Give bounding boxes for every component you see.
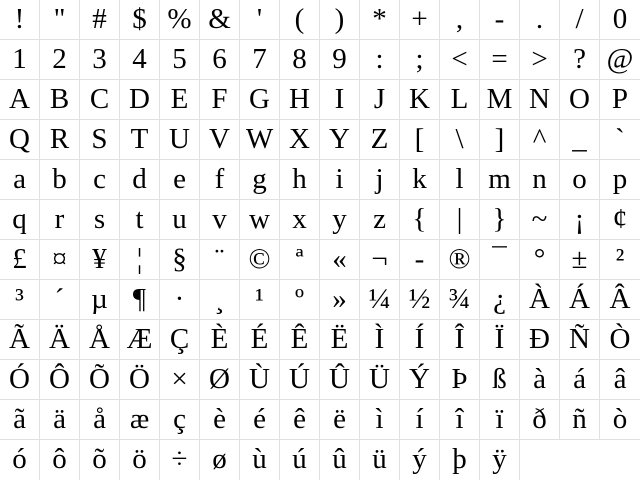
char-cell[interactable]: ð xyxy=(520,400,560,440)
char-cell[interactable]: e xyxy=(160,160,200,200)
char-cell[interactable]: ò xyxy=(600,400,640,440)
char-cell[interactable]: z xyxy=(360,200,400,240)
char-cell[interactable]: È xyxy=(200,320,240,360)
char-cell[interactable]: » xyxy=(320,280,360,320)
char-cell[interactable]: ] xyxy=(480,120,520,160)
char-cell[interactable]: ¹ xyxy=(240,280,280,320)
char-cell[interactable]: ³ xyxy=(0,280,40,320)
char-cell[interactable]: ¾ xyxy=(440,280,480,320)
char-cell[interactable]: ° xyxy=(520,240,560,280)
char-cell[interactable]: q xyxy=(0,200,40,240)
char-cell[interactable]: · xyxy=(160,280,200,320)
char-cell[interactable]: ¨ xyxy=(200,240,240,280)
char-cell[interactable]: H xyxy=(280,80,320,120)
char-cell[interactable]: O xyxy=(560,80,600,120)
char-cell[interactable]: Ñ xyxy=(560,320,600,360)
char-cell[interactable]: D xyxy=(120,80,160,120)
char-cell[interactable]: Ô xyxy=(40,360,80,400)
char-cell[interactable]: ² xyxy=(600,240,640,280)
char-cell[interactable]: Ý xyxy=(400,360,440,400)
char-cell[interactable]: I xyxy=(320,80,360,120)
char-cell[interactable]: Ø xyxy=(200,360,240,400)
char-cell[interactable]: º xyxy=(280,280,320,320)
char-cell[interactable]: A xyxy=(0,80,40,120)
char-cell[interactable]: ¢ xyxy=(600,200,640,240)
char-cell[interactable]: $ xyxy=(120,0,160,40)
char-cell[interactable]: 9 xyxy=(320,40,360,80)
char-cell[interactable]: g xyxy=(240,160,280,200)
char-cell[interactable]: @ xyxy=(600,40,640,80)
char-cell[interactable]: 0 xyxy=(600,0,640,40)
char-cell[interactable]: ' xyxy=(240,0,280,40)
char-cell[interactable]: Ê xyxy=(280,320,320,360)
char-cell[interactable]: ¦ xyxy=(120,240,160,280)
char-cell[interactable]: ó xyxy=(0,440,40,480)
char-cell[interactable]: { xyxy=(400,200,440,240)
char-cell[interactable]: ; xyxy=(400,40,440,80)
char-cell[interactable]: - xyxy=(480,0,520,40)
char-cell[interactable]: ü xyxy=(360,440,400,480)
char-cell[interactable]: ä xyxy=(40,400,80,440)
char-cell[interactable]: ÿ xyxy=(480,440,520,480)
char-cell[interactable]: ª xyxy=(280,240,320,280)
char-cell[interactable]: Q xyxy=(0,120,40,160)
char-cell[interactable]: ¯ xyxy=(480,240,520,280)
char-cell[interactable]: U xyxy=(160,120,200,160)
char-cell[interactable]: û xyxy=(320,440,360,480)
char-cell[interactable]: 1 xyxy=(0,40,40,80)
char-cell[interactable]: ( xyxy=(280,0,320,40)
char-cell[interactable]: Ú xyxy=(280,360,320,400)
char-cell[interactable]: É xyxy=(240,320,280,360)
char-cell[interactable]: â xyxy=(600,360,640,400)
char-cell[interactable]: " xyxy=(40,0,80,40)
char-cell[interactable]: ï xyxy=(480,400,520,440)
char-cell[interactable]: Ù xyxy=(240,360,280,400)
empty-cell xyxy=(560,440,600,480)
char-cell[interactable]: c xyxy=(80,160,120,200)
char-cell[interactable]: 3 xyxy=(80,40,120,80)
char-cell[interactable]: Õ xyxy=(80,360,120,400)
char-cell[interactable]: } xyxy=(480,200,520,240)
char-cell[interactable]: ¤ xyxy=(40,240,80,280)
char-cell[interactable]: ÷ xyxy=(160,440,200,480)
char-cell[interactable]: T xyxy=(120,120,160,160)
char-cell[interactable]: ù xyxy=(240,440,280,480)
char-cell[interactable]: r xyxy=(40,200,80,240)
char-cell[interactable]: | xyxy=(440,200,480,240)
char-cell[interactable]: £ xyxy=(0,240,40,280)
char-cell[interactable]: S xyxy=(80,120,120,160)
char-cell[interactable]: F xyxy=(200,80,240,120)
char-cell[interactable]: L xyxy=(440,80,480,120)
char-cell[interactable]: v xyxy=(200,200,240,240)
char-cell[interactable]: G xyxy=(240,80,280,120)
char-cell[interactable]: Á xyxy=(560,280,600,320)
char-cell[interactable]: R xyxy=(40,120,80,160)
char-cell[interactable]: 6 xyxy=(200,40,240,80)
char-cell[interactable]: ` xyxy=(600,120,640,160)
char-cell[interactable]: j xyxy=(360,160,400,200)
char-cell[interactable]: « xyxy=(320,240,360,280)
char-cell[interactable]: ý xyxy=(400,440,440,480)
char-cell[interactable]: [ xyxy=(400,120,440,160)
char-cell[interactable]: B xyxy=(40,80,80,120)
char-cell[interactable]: l xyxy=(440,160,480,200)
char-cell[interactable]: % xyxy=(160,0,200,40)
char-cell[interactable]: d xyxy=(120,160,160,200)
char-cell[interactable]: ½ xyxy=(400,280,440,320)
char-cell[interactable]: y xyxy=(320,200,360,240)
char-cell[interactable]: n xyxy=(520,160,560,200)
char-cell[interactable]: í xyxy=(400,400,440,440)
char-cell[interactable]: ^ xyxy=(520,120,560,160)
char-cell[interactable]: 2 xyxy=(40,40,80,80)
char-cell[interactable]: Ë xyxy=(320,320,360,360)
char-cell[interactable]: å xyxy=(80,400,120,440)
char-cell[interactable]: - xyxy=(400,240,440,280)
char-cell[interactable]: ë xyxy=(320,400,360,440)
char-cell[interactable]: Þ xyxy=(440,360,480,400)
char-cell[interactable]: \ xyxy=(440,120,480,160)
char-cell[interactable]: Z xyxy=(360,120,400,160)
char-cell[interactable]: u xyxy=(160,200,200,240)
char-cell[interactable]: ? xyxy=(560,40,600,80)
char-cell[interactable]: + xyxy=(400,0,440,40)
char-cell[interactable]: V xyxy=(200,120,240,160)
char-cell[interactable]: Â xyxy=(600,280,640,320)
char-cell[interactable]: i xyxy=(320,160,360,200)
char-cell[interactable]: Ã xyxy=(0,320,40,360)
char-cell[interactable]: k xyxy=(400,160,440,200)
char-cell[interactable]: ö xyxy=(120,440,160,480)
char-cell[interactable]: Ï xyxy=(480,320,520,360)
char-cell[interactable]: ç xyxy=(160,400,200,440)
char-cell[interactable]: ì xyxy=(360,400,400,440)
char-cell[interactable]: ~ xyxy=(520,200,560,240)
char-cell[interactable]: Ä xyxy=(40,320,80,360)
char-cell[interactable]: W xyxy=(240,120,280,160)
char-cell[interactable]: ¡ xyxy=(560,200,600,240)
char-cell[interactable]: ® xyxy=(440,240,480,280)
char-cell[interactable]: < xyxy=(440,40,480,80)
char-cell[interactable]: 4 xyxy=(120,40,160,80)
char-cell[interactable]: M xyxy=(480,80,520,120)
char-cell[interactable]: Ó xyxy=(0,360,40,400)
char-cell[interactable]: P xyxy=(600,80,640,120)
char-cell[interactable]: . xyxy=(520,0,560,40)
char-cell[interactable]: Å xyxy=(80,320,120,360)
char-cell[interactable]: © xyxy=(240,240,280,280)
char-cell[interactable]: Ì xyxy=(360,320,400,360)
char-cell[interactable]: N xyxy=(520,80,560,120)
char-cell[interactable]: 5 xyxy=(160,40,200,80)
char-cell[interactable]: î xyxy=(440,400,480,440)
char-cell[interactable]: J xyxy=(360,80,400,120)
char-cell[interactable]: 7 xyxy=(240,40,280,80)
char-cell[interactable]: ¸ xyxy=(200,280,240,320)
char-cell[interactable]: ø xyxy=(200,440,240,480)
char-cell[interactable]: ¥ xyxy=(80,240,120,280)
char-cell[interactable]: x xyxy=(280,200,320,240)
char-cell[interactable]: ´ xyxy=(40,280,80,320)
char-cell[interactable]: Ç xyxy=(160,320,200,360)
char-cell[interactable]: X xyxy=(280,120,320,160)
char-cell[interactable]: w xyxy=(240,200,280,240)
char-cell[interactable]: , xyxy=(440,0,480,40)
char-cell[interactable]: õ xyxy=(80,440,120,480)
char-cell[interactable]: = xyxy=(480,40,520,80)
char-cell[interactable]: Í xyxy=(400,320,440,360)
char-cell[interactable]: ) xyxy=(320,0,360,40)
char-cell[interactable]: ã xyxy=(0,400,40,440)
char-cell[interactable]: o xyxy=(560,160,600,200)
char-cell[interactable]: / xyxy=(560,0,600,40)
char-cell[interactable]: Û xyxy=(320,360,360,400)
char-cell[interactable]: ñ xyxy=(560,400,600,440)
char-cell[interactable]: t xyxy=(120,200,160,240)
char-cell[interactable]: é xyxy=(240,400,280,440)
char-cell[interactable]: Ö xyxy=(120,360,160,400)
char-cell[interactable]: á xyxy=(560,360,600,400)
char-cell[interactable]: è xyxy=(200,400,240,440)
char-cell[interactable]: ± xyxy=(560,240,600,280)
char-cell[interactable]: E xyxy=(160,80,200,120)
char-cell[interactable]: f xyxy=(200,160,240,200)
char-cell[interactable]: ß xyxy=(480,360,520,400)
char-cell[interactable]: ¬ xyxy=(360,240,400,280)
char-cell[interactable]: Æ xyxy=(120,320,160,360)
char-cell[interactable]: p xyxy=(600,160,640,200)
char-cell[interactable]: ¿ xyxy=(480,280,520,320)
char-cell[interactable]: Ü xyxy=(360,360,400,400)
char-cell[interactable]: µ xyxy=(80,280,120,320)
char-cell[interactable]: ¼ xyxy=(360,280,400,320)
char-cell[interactable]: : xyxy=(360,40,400,80)
char-cell[interactable]: K xyxy=(400,80,440,120)
char-cell[interactable]: & xyxy=(200,0,240,40)
empty-cell xyxy=(600,440,640,480)
char-cell[interactable]: Y xyxy=(320,120,360,160)
char-cell[interactable]: m xyxy=(480,160,520,200)
char-cell[interactable]: § xyxy=(160,240,200,280)
char-cell[interactable]: × xyxy=(160,360,200,400)
char-cell[interactable]: ô xyxy=(40,440,80,480)
char-cell[interactable]: 8 xyxy=(280,40,320,80)
char-cell[interactable]: þ xyxy=(440,440,480,480)
char-cell[interactable]: > xyxy=(520,40,560,80)
char-cell[interactable]: * xyxy=(360,0,400,40)
char-cell[interactable]: ¶ xyxy=(120,280,160,320)
char-cell[interactable]: a xyxy=(0,160,40,200)
char-cell[interactable]: h xyxy=(280,160,320,200)
char-cell[interactable]: # xyxy=(80,0,120,40)
char-cell[interactable]: Î xyxy=(440,320,480,360)
char-cell[interactable]: à xyxy=(520,360,560,400)
char-cell[interactable]: s xyxy=(80,200,120,240)
char-cell[interactable]: Ò xyxy=(600,320,640,360)
char-cell[interactable]: Ð xyxy=(520,320,560,360)
char-cell[interactable]: æ xyxy=(120,400,160,440)
char-cell[interactable]: b xyxy=(40,160,80,200)
char-cell[interactable]: ú xyxy=(280,440,320,480)
char-cell[interactable]: C xyxy=(80,80,120,120)
char-cell[interactable]: ! xyxy=(0,0,40,40)
char-cell[interactable]: _ xyxy=(560,120,600,160)
empty-cell xyxy=(520,440,560,480)
char-cell[interactable]: ê xyxy=(280,400,320,440)
char-cell[interactable]: À xyxy=(520,280,560,320)
